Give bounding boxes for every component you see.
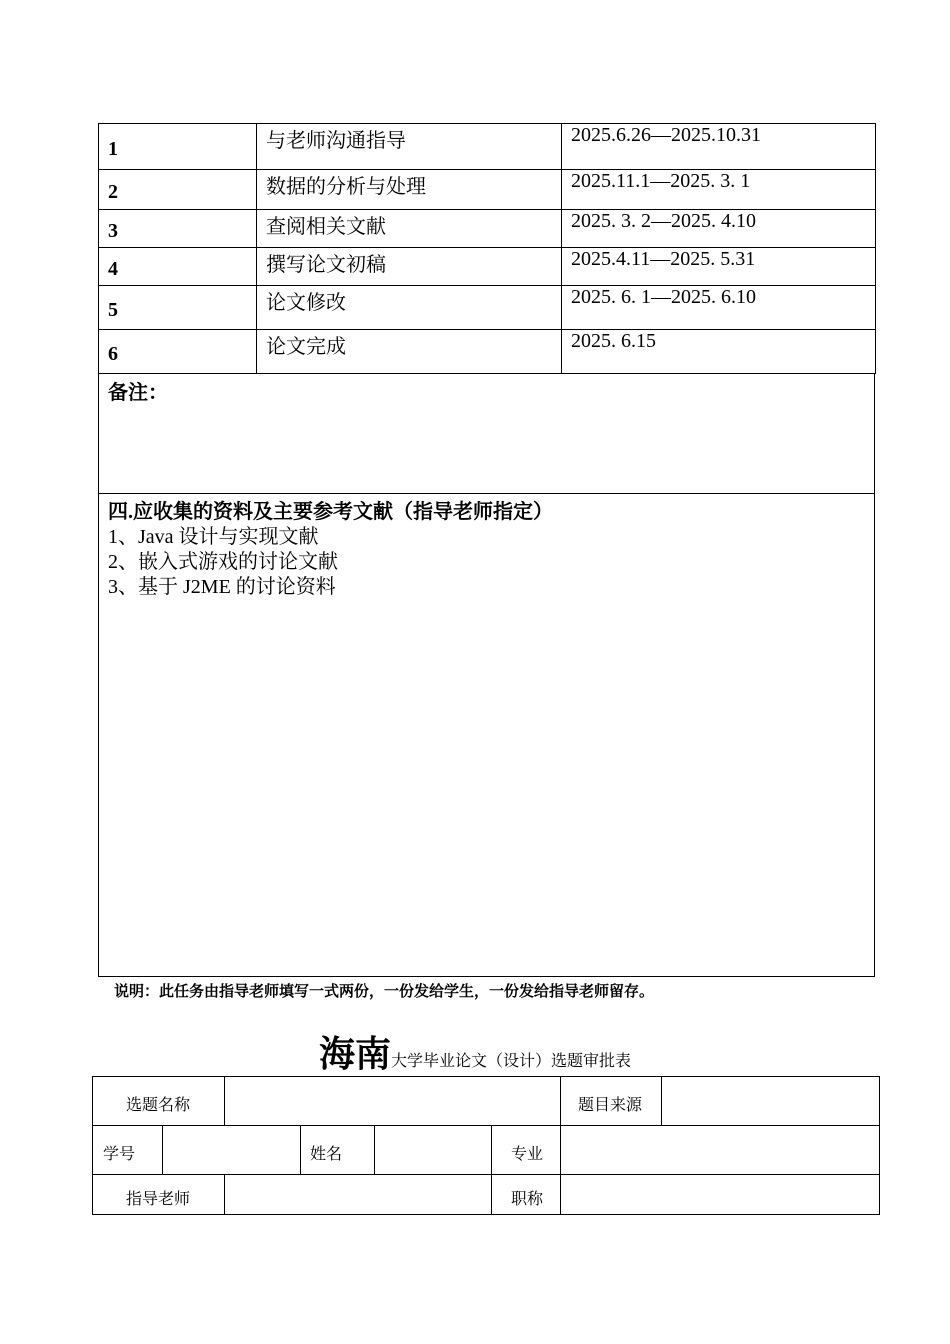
reference-item: 3、基于 J2ME 的讨论资料: [108, 576, 336, 598]
schedule-num: 3: [99, 210, 257, 248]
approval-form-title: [0, 1026, 950, 1077]
advisor-field[interactable]: [225, 1175, 490, 1213]
schedule-row: [99, 330, 876, 374]
notes-label: 备注：: [108, 382, 168, 404]
schedule-date: 2025.6.26—2025.10.31: [562, 124, 876, 170]
schedule-num: 5: [99, 286, 257, 330]
schedule-task: 查阅相关文献: [257, 210, 562, 248]
schedule-task: 数据的分析与处理: [257, 170, 562, 210]
schedule-date: 2025. 6.15: [562, 330, 876, 374]
schedule-row: [99, 248, 876, 286]
rank-label: 职称: [511, 1189, 544, 1208]
reference-item: 1、Java 设计与实现文献: [108, 526, 319, 548]
source-field[interactable]: [662, 1078, 878, 1124]
reference-item: 2、嵌入式游戏的讨论文献: [108, 551, 338, 573]
schedule-date: 2025. 6. 1—2025. 6.10: [562, 286, 876, 330]
schedule-num: 1: [99, 124, 257, 170]
schedule-date: 2025. 3. 2—2025. 4.10: [562, 210, 876, 248]
topic-label: 选题名称: [126, 1095, 191, 1114]
name-label: 姓名: [310, 1144, 343, 1163]
rank-field[interactable]: [561, 1175, 878, 1213]
schedule-row: [99, 170, 876, 210]
schedule-task: 论文完成: [257, 330, 562, 374]
student-id-label: 学号: [103, 1144, 136, 1163]
approval-title-university: 海南: [318, 1034, 391, 1074]
schedule-row: [99, 210, 876, 248]
approval-title-form: 大学毕业论文（设计）选题审批表: [391, 1053, 632, 1070]
references-title: 四.应收集的资料及主要参考文献（指导老师指定）: [108, 501, 553, 523]
schedule-num: 2: [99, 170, 257, 210]
topic-field[interactable]: [225, 1078, 559, 1124]
schedule-task: 撰写论文初稿: [257, 248, 562, 286]
references-section: [98, 493, 875, 977]
schedule-row: [99, 124, 876, 170]
schedule-row: [99, 286, 876, 330]
schedule-date: 2025.4.11—2025. 5.31: [562, 248, 876, 286]
schedule-num: 6: [99, 330, 257, 374]
notes-section: [98, 373, 875, 494]
major-field[interactable]: [561, 1126, 878, 1173]
advisor-label: 指导老师: [126, 1189, 191, 1208]
source-label: 题目来源: [578, 1095, 643, 1114]
instruction-note: 说明：此任务由指导老师填写一式两份，一份发给学生，一份发给指导老师留存。: [114, 982, 655, 1000]
schedule-task: 与老师沟通指导: [257, 124, 562, 170]
schedule-task: 论文修改: [257, 286, 562, 330]
approval-form: [92, 1076, 880, 1215]
name-field[interactable]: [375, 1126, 490, 1173]
schedule-table: [98, 123, 876, 374]
schedule-date: 2025.11.1—2025. 3. 1: [562, 170, 876, 210]
major-label: 专业: [511, 1144, 544, 1163]
student-id-field[interactable]: [163, 1126, 299, 1173]
schedule-num: 4: [99, 248, 257, 286]
